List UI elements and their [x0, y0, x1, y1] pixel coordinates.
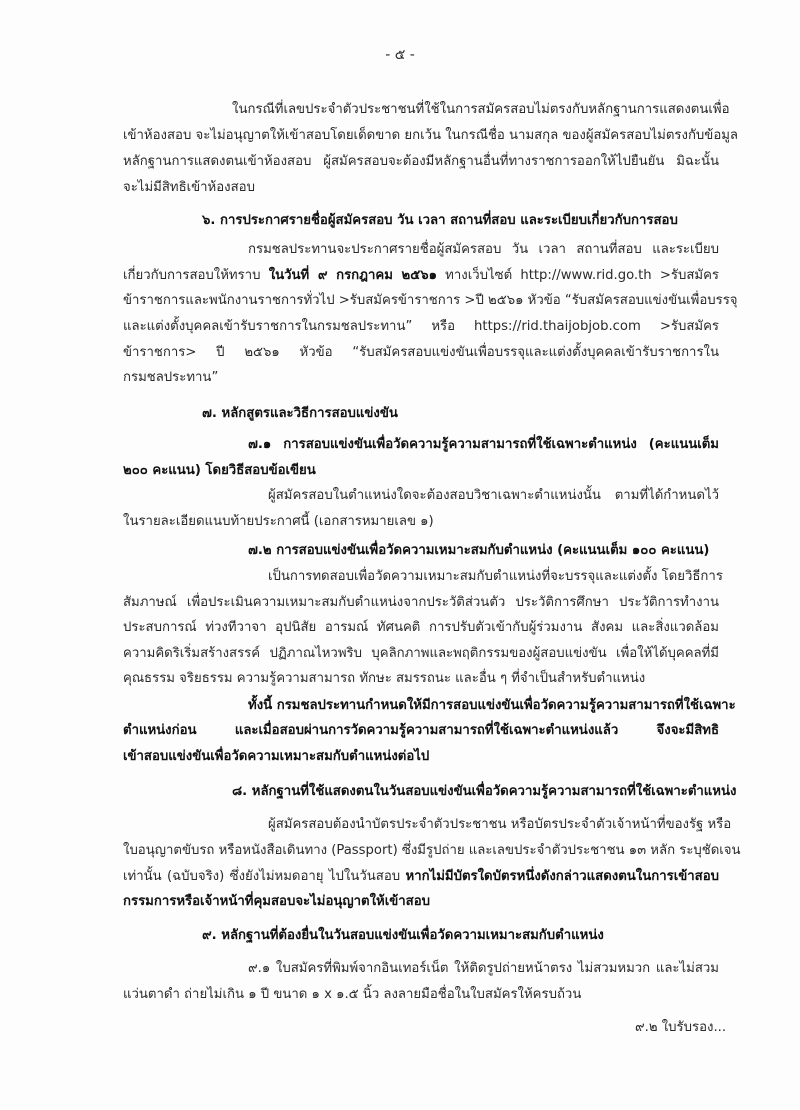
rid-website-link[interactable]: ทางเว็บไซต์ http://www.rid.go.th >รับสมัคร [436, 268, 720, 283]
intro-line: จะไม่มีสิทธิเข้าห้องสอบ [123, 180, 255, 195]
warning-text: หากไม่มีบัตรใดบัตรหนึ่งดังกล่าวแสดงตนในการเข้าสอบ [405, 869, 719, 884]
paragraph-line: ใบอนุญาตขับรถ หรือหนังสือเดินทาง (Passport) ซึ่งมีรูปถ่าย และเลขประจำตัวประชาชน ๑๓ หลัก ระบุชัดเจน [123, 843, 741, 858]
paragraph-line: ผู้สมัครสอบต้องนำบัตรประจำตัวประชาชน หรือบัตรประจำตัวเจ้าหน้าที่ของรัฐ หรือ [268, 817, 732, 832]
paragraph-line: ประสบการณ์ ท่วงทีวาจา อุปนิสัย อารมณ์ ทัศนคติ การปรับตัวเข้ากับผู้ร่วมงาน สังคม และสิ่งแวดล้อม [123, 620, 719, 635]
paragraph-line [123, 868, 719, 886]
paragraph-line: ข้าราชการและพนักงานราชการทั่วไป >รับสมัครข้าราชการ >ปี ๒๕๖๑ หัวข้อ “รับสมัครสอบแข่งขันเพื่อบรรจุ [123, 293, 738, 308]
note-line: เข้าสอบแข่งขันเพื่อวัดความเหมาะสมกับตำแหน่งต่อไป [123, 749, 430, 764]
paragraph-line: เป็นการทดสอบเพื่อวัดความเหมาะสมกับตำแหน่งที่จะบรรจุและแต่งตั้ง โดยวิธีการ [268, 569, 723, 584]
paragraph-line: ในรายละเอียดแนบท้ายประกาศนี้ (เอกสารหมายเลข ๑) [123, 514, 434, 529]
thaijobjob-link-line[interactable]: และแต่งตั้งบุคคลเข้ารับราชการในกรมชลประทาน” หรือ https://rid.thaijobjob.com >รับสมัคร [123, 319, 719, 334]
section-heading: ๗. หลักสูตรและวิธีการสอบแข่งขัน [202, 406, 398, 421]
subsection-heading: ๗.๒ การสอบแข่งขันเพื่อวัดความเหมาะสมกับตำแหน่ง (คะแนนเต็ม ๑๐๐ คะแนน) [248, 543, 710, 558]
paragraph-line: ความคิดริเริ่มสร้างสรรค์ ปฏิภาณไหวพริบ บุคลิกภาพและพฤติกรรมของผู้สอบแข่งขัน เพื่อให้ได้บุคคลที่มี [123, 646, 719, 661]
subsection-heading: ๗.๑ การสอบแข่งขันเพื่อวัดความรู้ความสามารถที่ใช้เฉพาะตำแหน่ง (คะแนนเต็ม [248, 437, 719, 452]
paragraph-line: คุณธรรม จริยธรรม ความรู้ความสามารถ ทักษะ สมรรถนะ และอื่น ๆ ที่จำเป็นสำหรับตำแหน่ง [123, 671, 646, 686]
paragraph-line: ๙.๑ ใบสมัครที่พิมพ์จากอินเทอร์เน็ต ให้ติดรูปถ่ายหน้าตรง ไม่สวมหมวก และไม่สวม [248, 961, 719, 976]
text: เกี่ยวกับการสอบให้ทราบ [123, 268, 269, 283]
section-heading: ๙. หลักฐานที่ต้องยื่นในวันสอบแข่งขันเพื่อวัดความเหมาะสมกับตำแหน่ง [202, 928, 604, 943]
intro-line: ในกรณีที่เลขประจำตัวประชาชนที่ใช้ในการสมัครสอบไม่ตรงกับหลักฐานการแสดงตนเพื่อ [232, 102, 730, 117]
warning-text: กรรมการหรือเจ้าหน้าที่คุมสอบจะไม่อนุญาตให้เข้าสอบ [123, 894, 430, 909]
section-heading: ๖. การประกาศรายชื่อผู้สมัครสอบ วัน เวลา สถานที่สอบ และระเบียบเกี่ยวกับการสอบ [202, 213, 678, 228]
paragraph-line [123, 267, 719, 285]
continuation-marker: ๙.๒ ใบรับรอง... [635, 1020, 727, 1035]
paragraph-line: ผู้สมัครสอบในตำแหน่งใดจะต้องสอบวิชาเฉพาะตำแหน่งนั้น ตามที่ได้กำหนดไว้ [268, 488, 719, 503]
paragraph-line: กรมชลประทาน” [123, 370, 219, 385]
paragraph-line: กรมชลประทานจะประกาศรายชื่อผู้สมัครสอบ วัน เวลา สถานที่สอบ และระเบียบ [248, 242, 719, 257]
note-line: ทั้งนี้ กรมชลประทานกำหนดให้มีการสอบแข่งขันเพื่อวัดความรู้ความสามารถที่ใช้เฉพาะ [248, 698, 736, 713]
page-number: - ๕ - [385, 47, 415, 63]
announcement-date: ในวันที่ ๙ กรกฎาคม ๒๕๖๑ [268, 268, 437, 283]
paragraph-line: แว่นตาดำ ถ่ายไม่เกิน ๑ ปี ขนาด ๑ x ๑.๕ นิ้ว ลงลายมือชื่อในใบสมัครให้ครบถ้วน [123, 987, 582, 1002]
paragraph-line: สัมภาษณ์ เพื่อประเมินความเหมาะสมกับตำแหน่งจากประวัติส่วนตัว ประวัติการศึกษา ประวัติการทำงาน [123, 595, 719, 610]
intro-line: หลักฐานการแสดงตนเข้าห้องสอบ ผู้สมัครสอบจะต้องมีหลักฐานอื่นที่ทางราชการออกให้ไปยืนยัน มิฉะนั้น [123, 154, 719, 169]
text: เท่านั้น (ฉบับจริง) ซึ่งยังไม่หมดอายุ ไปในวันสอบ [123, 869, 406, 884]
note-line: ตำแหน่งก่อน และเมื่อสอบผ่านการวัดความรู้ความสามารถที่ใช้เฉพาะตำแหน่งแล้ว จึงจะมีสิทธิ [123, 723, 719, 738]
subsection-heading: ๒๐๐ คะแนน) โดยวิธีสอบข้อเขียน [123, 463, 316, 478]
section-heading: ๘. หลักฐานที่ใช้แสดงตนในวันสอบแข่งขันเพื่อวัดความรู้ความสามารถที่ใช้เฉพาะตำแหน่ง [232, 784, 737, 799]
paragraph-line: ข้าราชการ> ปี ๒๕๖๑ หัวข้อ “รับสมัครสอบแข่งขันเพื่อบรรจุและแต่งตั้งบุคคลเข้ารับราชการใน [123, 345, 719, 360]
intro-line: เข้าห้องสอบ จะไม่อนุญาตให้เข้าสอบโดยเด็ดขาด ยกเว้น ในกรณีชื่อ นามสกุล ของผู้สมัครสอบไม่ตรงกับข้อมูล [123, 128, 739, 143]
